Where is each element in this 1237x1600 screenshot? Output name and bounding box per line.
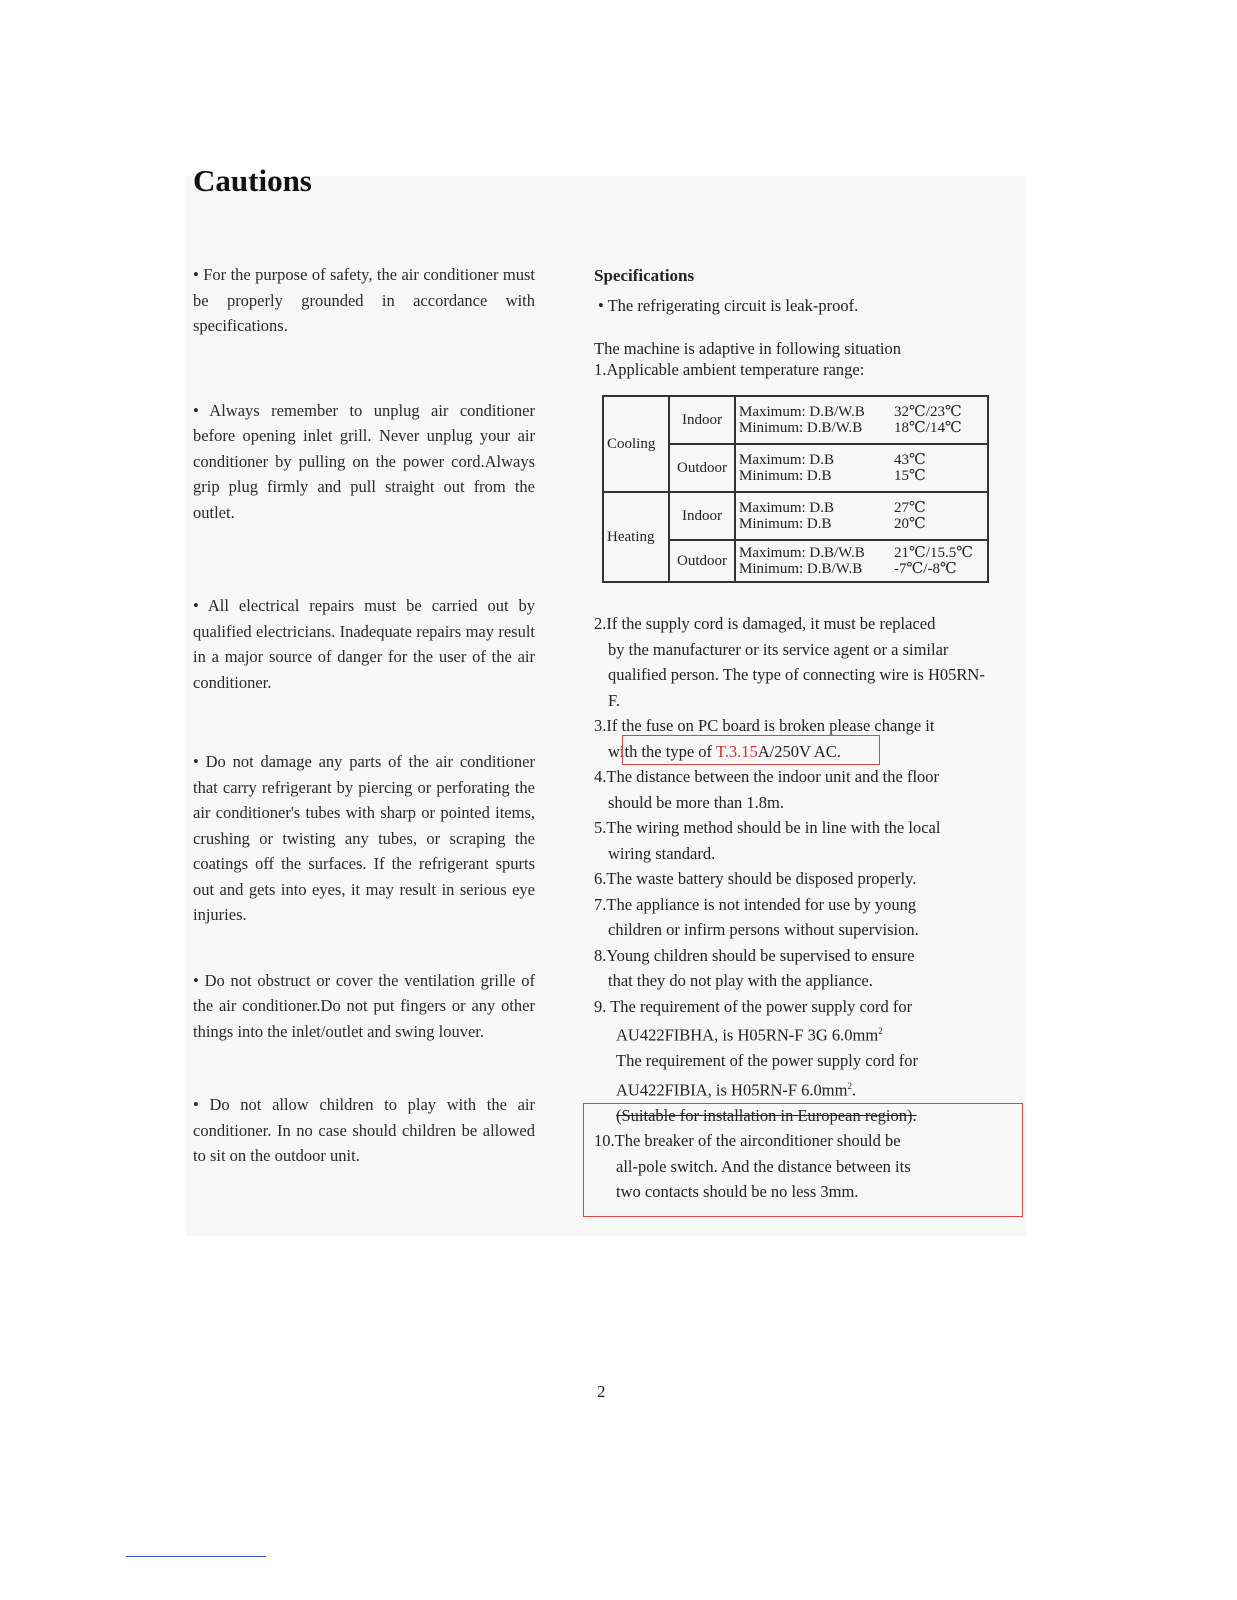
temperature-range-table <box>602 395 989 583</box>
intro-line-2: 1.Applicable ambient temperature range: <box>594 360 865 379</box>
heating-label: Heating <box>603 492 669 582</box>
cooling-outdoor-conditions <box>735 444 891 492</box>
cooling-indoor-max: Maximum: D.B/W.B <box>739 404 865 420</box>
note-6: 6.The waste battery should be disposed properly. <box>594 869 917 888</box>
fuse-highlight-box <box>622 735 880 765</box>
note-7 <box>594 892 994 943</box>
note-8-line-a: 8.Young children should be supervised to ensure <box>594 945 915 965</box>
caution-refrigerant: • Do not damage any parts of the air conditioner that carry refrigerant by piercing or perforating the air conditioner's tubes with sharp or pointed items, crushing or twisting any tubes, or scraping the coatings off the surfaces. If the refrigerant spurts out and gets into eyes, it may result in serious eye injuries. <box>193 752 535 924</box>
caution-repairs: • All electrical repairs must be carried out by qualified electricians. Inadequate repairs may result in a major source of danger for the user of the air conditioner. <box>193 596 535 692</box>
heating-outdoor-max: Maximum: D.B/W.B <box>739 545 865 561</box>
caution-unplug: • Always remember to unplug air conditioner before opening inlet grill. Never unplug your air conditioner by pulling on the power cord.Always grip plug firmly and pull straight out from the outlet. <box>193 400 535 522</box>
note-2-line-a: 2.If the supply cord is damaged, it must be replaced <box>594 614 936 633</box>
page-number: 2 <box>597 1382 606 1401</box>
superscript-2: 2 <box>878 1026 883 1036</box>
note-10-line-c: two contacts should be no less 3mm. <box>616 1182 859 1201</box>
heating-indoor-min: Minimum: D.B <box>739 516 832 532</box>
note-9-fibia: AU422FIBIA, is H05RN-F 6.0mm <box>616 1080 848 1099</box>
note-5-line-b: wiring standard. <box>608 843 716 863</box>
note-8-line-b: that they do not play with the appliance. <box>608 971 873 990</box>
heating-outdoor-min: Minimum: D.B/W.B <box>739 561 863 577</box>
heating-indoor-conditions <box>735 492 891 540</box>
cooling-outdoor-min-val: 15℃ <box>894 468 926 484</box>
cooling-indoor-min: Minimum: D.B/W.B <box>739 420 863 436</box>
note-10-line-b: all-pole switch. And the distance between its <box>616 1156 911 1176</box>
caution-children: • Do not allow children to play with the air conditioner. In no case should children be allowed to sit on the outdoor unit. <box>193 1095 535 1165</box>
cooling-indoor-values <box>891 396 988 444</box>
caution-ventilation: • Do not obstruct or cover the ventilation grille of the air conditioner.Do not put fingers or any other things into the inlet/outlet and swing louver. <box>193 970 535 1041</box>
note-9-line-a: 9. The requirement of the power supply cord for <box>594 996 913 1016</box>
note-2-line-b: by the manufacturer or its service agent or a similar qualified person. The type of connecting wire is H05RN-F. <box>608 639 985 710</box>
note-9-line-d: AU422FIBIA, is H05RN-F $6.0mm^2$. <box>616 1080 857 1099</box>
cooling-indoor-label: Indoor <box>669 396 735 444</box>
note-9-line-b <box>594 1019 994 1048</box>
note-9-line-c: The requirement of the power supply cord for <box>616 1051 918 1070</box>
fuse-rating: A/250V AC. <box>757 741 841 761</box>
cooling-outdoor-values <box>891 444 988 492</box>
note-8 <box>594 943 994 994</box>
cautions-column <box>193 262 535 1169</box>
heating-outdoor-label: Outdoor <box>669 540 735 582</box>
caution-grounding: • For the purpose of safety, the air conditioner must be properly grounded in accordance with specifications. <box>193 265 535 335</box>
cooling-indoor-conditions <box>735 396 891 444</box>
specifications-heading: Specifications <box>594 266 695 285</box>
breaker-highlight-box <box>583 1103 1023 1217</box>
heating-outdoor-conditions <box>735 540 891 582</box>
note-4 <box>594 764 994 815</box>
heating-indoor-max-val: 27℃ <box>894 500 926 516</box>
heating-indoor-values <box>891 492 988 540</box>
intro-line-1: The machine is adaptive in following situation <box>594 339 902 358</box>
spec-intro <box>594 338 901 380</box>
heating-outdoor-max-val: 21℃/15.5℃ <box>894 545 973 561</box>
cooling-outdoor-max: Maximum: D.B <box>739 452 835 468</box>
heating-indoor-max: Maximum: D.B <box>739 500 835 516</box>
leak-proof-bullet: • The refrigerating circuit is leak-proof. <box>598 296 859 315</box>
note-3-text: with the type of <box>608 741 716 761</box>
fuse-type-value: T.3.15 <box>715 741 758 761</box>
heating-indoor-min-val: 20℃ <box>894 516 926 532</box>
note-7-line-b: children or infirm persons without supervision. <box>608 920 919 939</box>
note-5 <box>594 815 994 866</box>
note-4-line-b: should be more than 1.8m. <box>608 792 784 812</box>
cooling-outdoor-min: Minimum: D.B <box>739 468 832 484</box>
note-7-line-a: 7.The appliance is not intended for use by young <box>594 894 917 914</box>
cooling-indoor-max-val: 32℃/23℃ <box>894 404 962 420</box>
cooling-label: Cooling <box>603 396 669 492</box>
cooling-outdoor-label: Outdoor <box>669 444 735 492</box>
cooling-outdoor-max-val: 43℃ <box>894 452 926 468</box>
page-title: Cautions <box>193 163 312 198</box>
cooling-indoor-min-val: 18℃/14℃ <box>894 420 962 436</box>
note-4-line-a: 4.The distance between the indoor unit and the floor <box>594 767 940 786</box>
heating-outdoor-min-val: -7℃/-8℃ <box>894 561 957 577</box>
heating-outdoor-values <box>891 540 988 582</box>
footnote-rule <box>126 1556 266 1557</box>
note-9-struck-line: (Suitable for installation in European region). <box>616 1105 917 1125</box>
note-10-line-a: 10.The breaker of the airconditioner should be <box>594 1131 901 1150</box>
superscript-2b: 2 <box>847 1080 852 1091</box>
note-9-fibha: AU422FIBHA, is H05RN-F 3G 6.0mm <box>616 1025 879 1045</box>
note-2 <box>594 611 994 713</box>
note-3-line-a: 3.If the fuse on PC board is broken please change it <box>594 716 935 735</box>
note-5-line-a: 5.The wiring method should be in line with the local <box>594 818 941 837</box>
heating-indoor-label: Indoor <box>669 492 735 540</box>
